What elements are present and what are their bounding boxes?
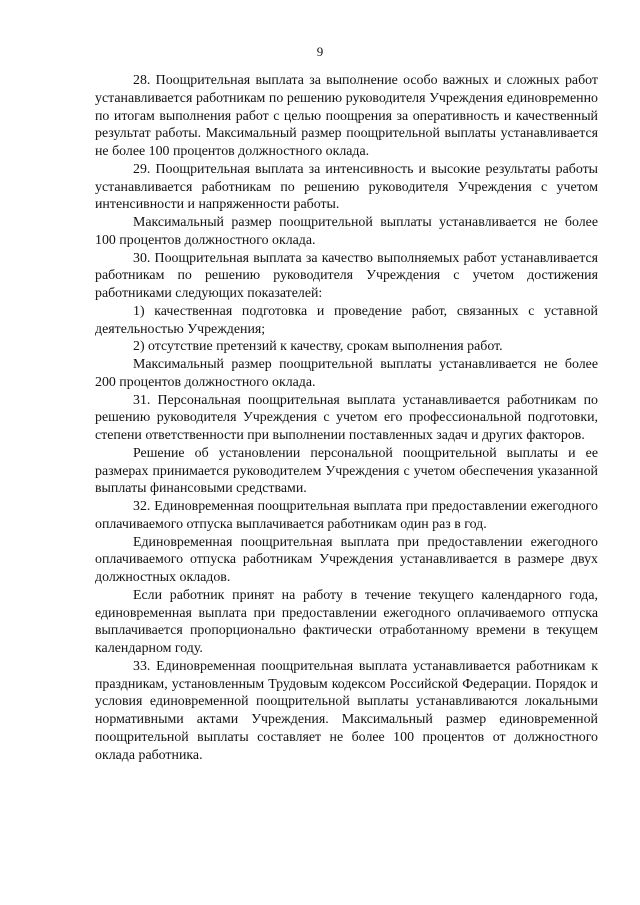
document-body — [95, 72, 598, 764]
paragraph-30-item-2: 2) отсутствие претензий к качеству, срокам выполнения работ. — [133, 339, 503, 355]
paragraph-32-proportional: Если работник принят на работу в течение текущего календарного года, единовременная выплата при предоставлении ежегодного оплачиваемого отпуска выплачивается пропорционально фактически отработанному времени в текущем календарном году. — [95, 587, 598, 656]
paragraph-29: 29. Поощрительная выплата за интенсивность и высокие результаты работы устанавливается работникам по решению руководителя Учреждения с учетом интенсивности и напряженности работы. — [95, 161, 598, 213]
paragraph-29-max: Максимальный размер поощрительной выплаты устанавливается не более 100 процентов должностного оклада. — [95, 215, 598, 248]
paragraph-31: 31. Персональная поощрительная выплата устанавливается работникам по решению руководителя Учреждения с учетом его профессиональной подготовки, степени ответственности при выполнении поставленных задач и других факторов. — [95, 392, 598, 443]
paragraph-30: 30. Поощрительная выплата за качество выполняемых работ устанавливается работникам по решению руководителя Учреждения с учетом достижения работниками следующих показателей: — [95, 250, 598, 301]
paragraph-32: 32. Единовременная поощрительная выплата при предоставлении ежегодного оплачиваемого отпуска выплачивается работникам один раз в год. — [95, 499, 598, 532]
paragraph-28: 28. Поощрительная выплата за выполнение особо важных и сложных работ устанавливается работникам по решению руководителя Учреждения единовременно по итогам выполнения работ с целью поощрения за оперативность и качественный результат работы. Максимальный размер поощрительной выплаты устанавливается не более 100 процентов должностного оклада. — [95, 73, 598, 159]
paragraph-31-decision: Решение об установлении персональной поощрительной выплаты и ее размерах принимается руководителем Учреждения с учетом обеспечения указанной выплаты финансовыми средствами. — [95, 445, 598, 497]
paragraph-30-item-1: 1) качественная подготовка и проведение работ, связанных с уставной деятельностью Учреждения; — [95, 303, 598, 337]
paragraph-32-amount: Единовременная поощрительная выплата при предоставлении ежегодного оплачиваемого отпуска работникам Учреждения устанавливается в размере двух должностных окладов. — [95, 534, 598, 585]
page-number: 9 — [316, 44, 324, 59]
paragraph-30-max: Максимальный размер поощрительной выплаты устанавливается не более 200 процентов должностного оклада. — [95, 357, 598, 390]
paragraph-33: 33. Единовременная поощрительная выплата устанавливается работникам к праздникам, установленным Трудовым кодексом Российской Федерации. Порядок и условия единовременной поощрительной выплаты устанавливаются локальными нормативными актами Учреждения. Максимальный размер единовременной поощрительной выплаты составляет не более 100 процентов от должностного оклада работника. — [95, 658, 598, 763]
